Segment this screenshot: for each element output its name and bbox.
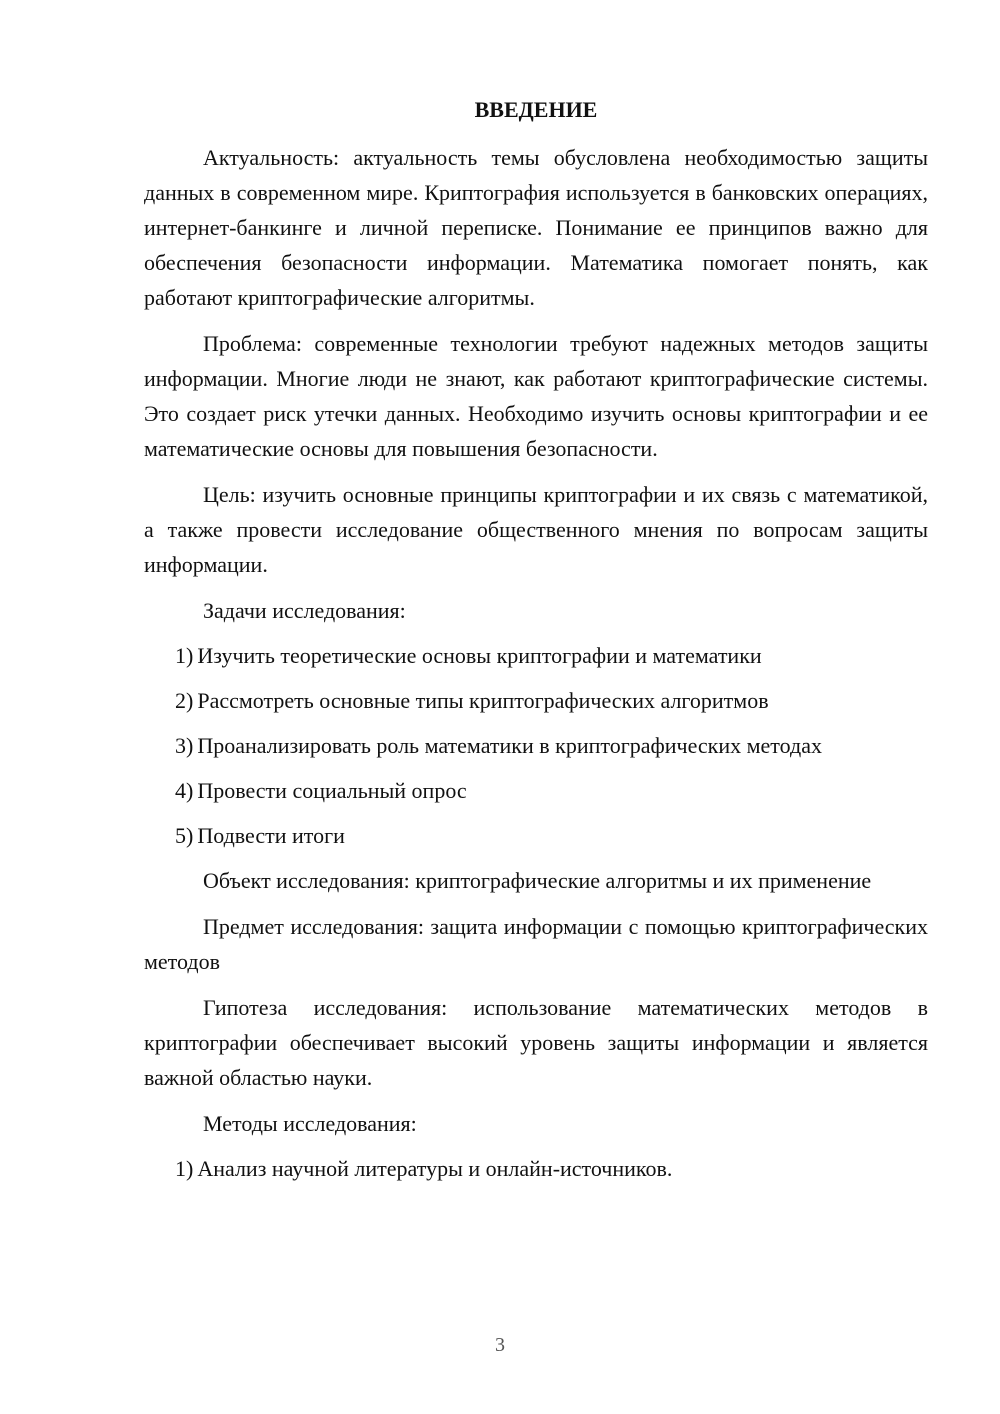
list-item-number: 3) bbox=[175, 733, 194, 758]
list-item bbox=[144, 638, 928, 673]
list-item-text: Провести социальный опрос bbox=[197, 778, 467, 803]
subject-paragraph: Предмет исследования: защита информации с помощью криптографических методов bbox=[144, 914, 928, 974]
hypothesis-paragraph: Гипотеза исследования: использование математических методов в криптографии обеспечивает высокий уровень защиты информации и является важной областью науки. bbox=[144, 995, 928, 1090]
relevance-paragraph: Актуальность: актуальность темы обусловлена необходимостью защиты данных в современном мире. Криптография используется в банковских операциях, интернет-банкинге и личной переписке. Понимание ее принципов важно для обеспечения безопасности информации. Математика помогает понять, как работают криптографические алгоритмы. bbox=[144, 145, 928, 310]
tasks-label: Задачи исследования: bbox=[203, 598, 406, 623]
list-item-text: Анализ научной литературы и онлайн-источников. bbox=[197, 1156, 673, 1181]
list-item-text: Подвести итоги bbox=[197, 823, 345, 848]
tasks-list bbox=[144, 638, 928, 853]
goal-paragraph: Цель: изучить основные принципы криптографии и их связь с математикой, а также провести исследование общественного мнения по вопросам защиты информации. bbox=[144, 482, 928, 577]
methods-list bbox=[144, 1151, 928, 1186]
section-title: ВВЕДЕНИЕ bbox=[474, 97, 598, 122]
list-item bbox=[144, 683, 928, 718]
page-number: 3 bbox=[495, 1334, 505, 1356]
methods-label: Методы исследования: bbox=[203, 1111, 417, 1136]
list-item-number: 5) bbox=[175, 823, 194, 848]
list-item bbox=[144, 1151, 928, 1186]
list-item-number: 2) bbox=[175, 688, 194, 713]
list-item-text: Изучить теоретические основы криптографии и математики bbox=[197, 643, 762, 668]
list-item-number: 1) bbox=[175, 643, 194, 668]
document-page bbox=[144, 96, 928, 1336]
list-item bbox=[144, 818, 928, 853]
list-item bbox=[144, 728, 928, 763]
list-item-number: 1) bbox=[175, 1156, 194, 1181]
list-item-text: Рассмотреть основные типы криптографических алгоритмов bbox=[197, 688, 769, 713]
problem-paragraph: Проблема: современные технологии требуют надежных методов защиты информации. Многие люди не знают, как работают криптографические системы. Это создает риск утечки данных. Необходимо изучить основы криптографии и ее математические основы для повышения безопасности. bbox=[144, 331, 928, 461]
object-paragraph: Объект исследования: криптографические алгоритмы и их применение bbox=[203, 868, 872, 893]
list-item-number: 4) bbox=[175, 778, 194, 803]
list-item-text: Проанализировать роль математики в криптографических методах bbox=[197, 733, 822, 758]
list-item bbox=[144, 773, 928, 808]
